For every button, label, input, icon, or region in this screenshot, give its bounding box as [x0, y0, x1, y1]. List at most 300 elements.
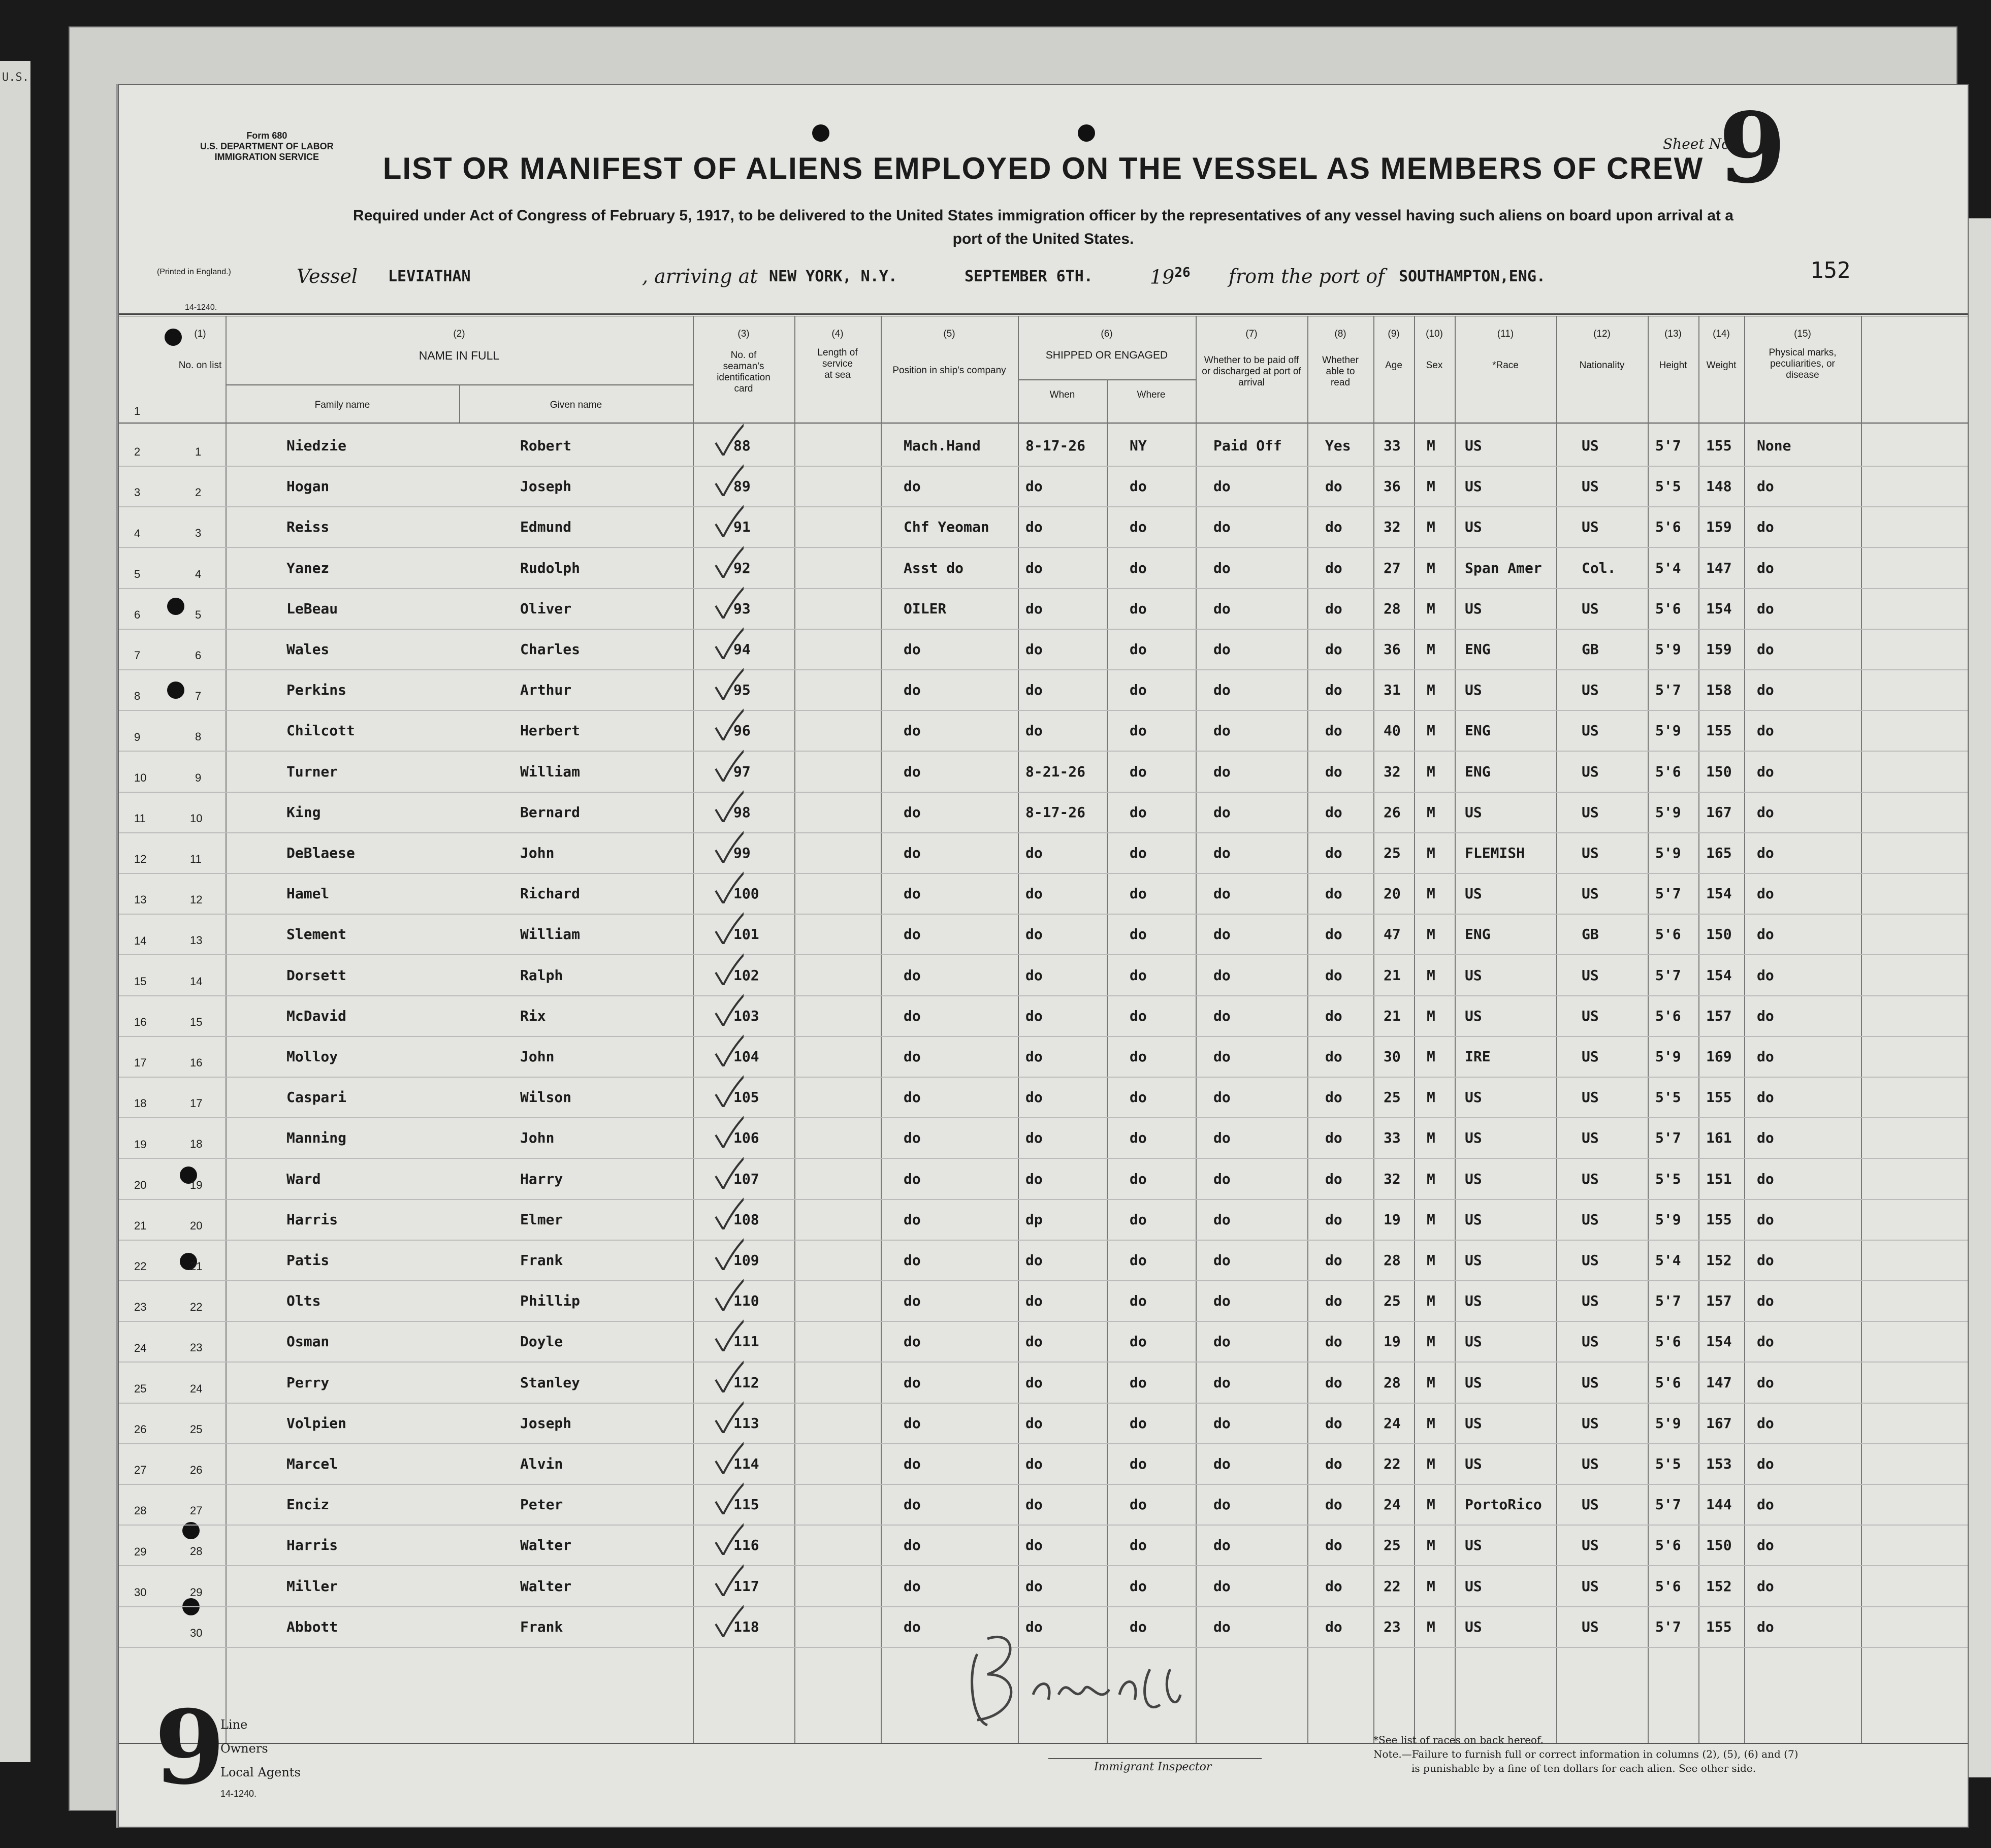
row-number: 20: [190, 1219, 203, 1232]
cell-position: do: [904, 722, 921, 739]
cell-given: William: [520, 763, 581, 780]
cell-given: Frank: [520, 1618, 563, 1635]
check-mark-icon: [713, 1194, 744, 1229]
cell-given: Charles: [520, 641, 581, 658]
cell-height: 5'6: [1655, 1578, 1681, 1595]
footer-form-code: 14-1240.: [220, 1789, 257, 1799]
cell-nat: US: [1582, 1455, 1599, 1472]
cell-paid: do: [1213, 641, 1231, 658]
row-rule: [119, 466, 1968, 467]
cell-family: Reiss: [286, 518, 330, 535]
line-number: 2: [134, 445, 141, 458]
cell-age: 25: [1384, 845, 1401, 861]
row-number: 23: [190, 1341, 203, 1354]
cell-sex: M: [1427, 1048, 1435, 1065]
cell-position: Chf Yeoman: [904, 518, 989, 535]
cell-sex: M: [1427, 1171, 1435, 1187]
cell-nat: US: [1582, 1496, 1599, 1513]
year-prefix: 19: [1150, 266, 1175, 288]
cell-card: 118: [733, 1618, 759, 1635]
cell-card: 113: [733, 1415, 759, 1432]
row-number: 28: [190, 1545, 203, 1558]
cell-height: 5'6: [1655, 518, 1681, 535]
cell-when: do: [1025, 1537, 1043, 1553]
cell-paid: do: [1213, 1211, 1231, 1228]
cell-weight: 147: [1706, 1374, 1732, 1391]
cell-race: US: [1465, 967, 1482, 984]
row-rule: [119, 1321, 1968, 1322]
cell-where: do: [1130, 804, 1147, 821]
cell-marks: do: [1757, 1048, 1774, 1065]
cell-sex: M: [1427, 722, 1435, 739]
cell-read: do: [1325, 478, 1342, 495]
cell-marks: do: [1757, 1252, 1774, 1269]
cell-given: Ralph: [520, 967, 563, 984]
cell-position: do: [904, 1252, 921, 1269]
cell-age: 19: [1384, 1333, 1401, 1350]
cell-age: 22: [1384, 1578, 1401, 1595]
cell-family: DeBlaese: [286, 845, 355, 861]
row-number: 2: [195, 486, 202, 499]
cell-paid: do: [1213, 478, 1231, 495]
cell-race: US: [1465, 804, 1482, 821]
cell-height: 5'6: [1655, 1374, 1681, 1391]
cell-weight: 155: [1706, 1089, 1732, 1106]
cell-nat: US: [1582, 1008, 1599, 1024]
col-divider: [1648, 316, 1649, 1743]
cell-card: 116: [733, 1537, 759, 1553]
cell-read: do: [1325, 763, 1342, 780]
row-number: 7: [195, 690, 202, 702]
cell-nat: US: [1582, 1374, 1599, 1391]
cell-card: 101: [733, 926, 759, 943]
cell-where: do: [1130, 1089, 1147, 1106]
col10-header: (10) Sex: [1426, 329, 1443, 371]
cell-card: 102: [733, 967, 759, 984]
check-mark-icon: [713, 827, 744, 863]
cell-sex: M: [1427, 518, 1435, 535]
cell-nat: GB: [1582, 641, 1599, 658]
row-rule: [119, 832, 1968, 833]
cell-height: 5'7: [1655, 1292, 1681, 1309]
cell-family: Molloy: [286, 1048, 338, 1065]
col-divider: [693, 316, 694, 1743]
cell-family: Dorsett: [286, 967, 347, 984]
cell-card: 103: [733, 1008, 759, 1024]
line-number: 16: [134, 1016, 147, 1028]
line-number: 18: [134, 1097, 147, 1110]
cell-position: do: [904, 885, 921, 902]
cell-card: 115: [733, 1496, 759, 1513]
col1-header: (1) No. on list: [178, 329, 222, 371]
cell-sex: M: [1427, 1008, 1435, 1024]
cell-age: 47: [1384, 926, 1401, 943]
cell-sex: M: [1427, 641, 1435, 658]
line-number: 3: [134, 486, 141, 499]
cell-position: do: [904, 1171, 921, 1187]
cell-nat: Col.: [1582, 560, 1616, 576]
from-label: from the port of: [1229, 265, 1385, 287]
cell-card: 106: [733, 1129, 759, 1146]
cell-given: Arthur: [520, 682, 572, 698]
printed-in: (Printed in England.): [157, 268, 231, 276]
cell-weight: 144: [1706, 1496, 1732, 1513]
check-mark-icon: [713, 990, 744, 1026]
col-divider: [1196, 316, 1197, 1743]
cell-marks: do: [1757, 1292, 1774, 1309]
cell-read: do: [1325, 1415, 1342, 1432]
cell-card: 89: [733, 478, 751, 495]
check-mark-icon: [713, 420, 744, 456]
race-note: *See list of races on back hereof.: [1373, 1734, 1544, 1746]
subtitle-line-1: Required under Act of Congress of February 5, 1917, to be delivered to the United States immigration officer by the representatives of any vessel having such aliens on board upon arrival at a: [353, 207, 1733, 224]
col2b-header: Given name: [550, 400, 602, 410]
sheet-label: Sheet No.: [1663, 136, 1735, 152]
cell-read: do: [1325, 722, 1342, 739]
cell-family: Yanez: [286, 560, 330, 576]
punch-hole: [812, 124, 829, 142]
cell-read: do: [1325, 804, 1342, 821]
cell-read: do: [1325, 1292, 1342, 1309]
cell-nat: US: [1582, 1537, 1599, 1553]
cell-weight: 154: [1706, 600, 1732, 617]
cell-read: do: [1325, 641, 1342, 658]
cell-paid: do: [1213, 804, 1231, 821]
header-bottom-rule: [119, 423, 1968, 424]
row-rule: [119, 954, 1968, 955]
row-number: 19: [190, 1179, 203, 1191]
cell-when: do: [1025, 600, 1043, 617]
cell-family: Perkins: [286, 682, 347, 698]
cell-paid: do: [1213, 1415, 1231, 1432]
row-number: 25: [190, 1423, 203, 1436]
cell-paid: do: [1213, 1171, 1231, 1187]
cell-paid: do: [1213, 926, 1231, 943]
cell-given: Walter: [520, 1537, 572, 1553]
cell-given: John: [520, 1048, 555, 1065]
cell-paid: Paid Off: [1213, 437, 1282, 454]
cell-nat: US: [1582, 1252, 1599, 1269]
cell-age: 26: [1384, 804, 1401, 821]
cell-age: 20: [1384, 885, 1401, 902]
col6a-header: When: [1049, 390, 1075, 400]
cell-height: 5'5: [1655, 478, 1681, 495]
cell-where: do: [1130, 1252, 1147, 1269]
cell-card: 109: [733, 1252, 759, 1269]
cell-race: US: [1465, 885, 1482, 902]
cell-when: do: [1025, 1292, 1043, 1309]
row-rule: [119, 1117, 1968, 1118]
cell-height: 5'6: [1655, 926, 1681, 943]
cell-height: 5'9: [1655, 722, 1681, 739]
cell-sex: M: [1427, 926, 1435, 943]
line-number: 11: [134, 812, 146, 825]
cell-weight: 147: [1706, 560, 1732, 576]
cell-height: 5'7: [1655, 885, 1681, 902]
punch-hole: [167, 682, 184, 699]
col12-header: (12) Nationality: [1579, 329, 1625, 371]
cell-race: US: [1465, 1129, 1482, 1146]
cell-race: US: [1465, 437, 1482, 454]
check-mark-icon: [713, 1072, 744, 1107]
cell-when: do: [1025, 560, 1043, 576]
cell-given: Elmer: [520, 1211, 563, 1228]
cell-height: 5'5: [1655, 1089, 1681, 1106]
cell-family: Hogan: [286, 478, 330, 495]
cell-nat: US: [1582, 518, 1599, 535]
cell-given: Oliver: [520, 600, 572, 617]
cell-card: 117: [733, 1578, 759, 1595]
line-number: 27: [134, 1464, 147, 1476]
cell-sex: M: [1427, 1089, 1435, 1106]
cell-given: Phillip: [520, 1292, 581, 1309]
cell-card: 93: [733, 600, 751, 617]
cell-family: Caspari: [286, 1089, 347, 1106]
cell-weight: 155: [1706, 437, 1732, 454]
cell-age: 32: [1384, 518, 1401, 535]
check-mark-icon: [713, 461, 744, 496]
cell-marks: do: [1757, 560, 1774, 576]
cell-position: do: [904, 1333, 921, 1350]
line-number: 15: [134, 975, 147, 988]
row-number: 11: [190, 853, 202, 865]
adjacent-page-left: [0, 61, 30, 1762]
cell-family: Hamel: [286, 885, 330, 902]
cell-when: 8-17-26: [1025, 804, 1086, 821]
cell-read: do: [1325, 967, 1342, 984]
row-number: 6: [195, 649, 202, 662]
line-number: 17: [134, 1056, 147, 1069]
cell-height: 5'7: [1655, 1496, 1681, 1513]
row-rule: [119, 1199, 1968, 1200]
cell-position: do: [904, 1537, 921, 1553]
row-rule: [119, 629, 1968, 630]
cell-weight: 152: [1706, 1578, 1732, 1595]
cell-when: 8-21-26: [1025, 763, 1086, 780]
cell-given: Harry: [520, 1171, 563, 1187]
row-number: 8: [195, 730, 202, 743]
cell-card: 91: [733, 518, 751, 535]
line-number: 23: [134, 1301, 147, 1313]
cell-position: do: [904, 682, 921, 698]
cell-given: Walter: [520, 1578, 572, 1595]
cell-when: do: [1025, 845, 1043, 861]
cell-nat: US: [1582, 1171, 1599, 1187]
cell-where: do: [1130, 763, 1147, 780]
cell-when: do: [1025, 926, 1043, 943]
cell-weight: 155: [1706, 1618, 1732, 1635]
cell-position: do: [904, 845, 921, 861]
cell-position: do: [904, 1292, 921, 1309]
cell-where: do: [1130, 1496, 1147, 1513]
cell-sex: M: [1427, 1578, 1435, 1595]
cell-marks: do: [1757, 1537, 1774, 1553]
cell-sex: M: [1427, 1537, 1435, 1553]
cell-where: do: [1130, 560, 1147, 576]
cell-age: 19: [1384, 1211, 1401, 1228]
row-number: 22: [190, 1301, 203, 1313]
cell-marks: None: [1757, 437, 1791, 454]
line-number: 19: [134, 1138, 147, 1151]
cell-weight: 159: [1706, 641, 1732, 658]
row-rule: [119, 1280, 1968, 1281]
cell-nat: US: [1582, 682, 1599, 698]
cell-marks: do: [1757, 1171, 1774, 1187]
cell-position: do: [904, 1211, 921, 1228]
cell-age: 28: [1384, 1252, 1401, 1269]
cell-marks: do: [1757, 1496, 1774, 1513]
col6b-header: Where: [1137, 390, 1166, 400]
cell-card: 96: [733, 722, 751, 739]
cell-age: 27: [1384, 560, 1401, 576]
row-number: 29: [190, 1586, 203, 1599]
col-divider: [1414, 316, 1415, 1743]
cell-race: US: [1465, 1455, 1482, 1472]
cell-position: do: [904, 967, 921, 984]
cell-nat: US: [1582, 763, 1599, 780]
line-number: 20: [134, 1179, 147, 1191]
row-rule: [119, 669, 1968, 670]
row-rule: [119, 1036, 1968, 1037]
cell-nat: US: [1582, 1578, 1599, 1595]
cell-nat: US: [1582, 1292, 1599, 1309]
row-number: 26: [190, 1464, 203, 1476]
line-number: 7: [134, 649, 141, 662]
cell-paid: do: [1213, 1048, 1231, 1065]
cell-where: do: [1130, 478, 1147, 495]
cell-paid: do: [1213, 1496, 1231, 1513]
cell-family: Manning: [286, 1129, 347, 1146]
cell-position: do: [904, 1496, 921, 1513]
row-number: 24: [190, 1382, 203, 1395]
row-rule: [119, 995, 1968, 996]
cell-age: 23: [1384, 1618, 1401, 1635]
cell-position: do: [904, 1618, 921, 1635]
cell-marks: do: [1757, 967, 1774, 984]
cell-card: 88: [733, 437, 751, 454]
footer-big-number: 9: [154, 1688, 226, 1807]
cell-weight: 155: [1706, 1211, 1732, 1228]
cell-sex: M: [1427, 1211, 1435, 1228]
cell-read: do: [1325, 560, 1342, 576]
cell-family: Perry: [286, 1374, 330, 1391]
cell-when: do: [1025, 722, 1043, 739]
cell-when: 8-17-26: [1025, 437, 1086, 454]
cell-weight: 158: [1706, 682, 1732, 698]
check-mark-icon: [713, 1235, 744, 1270]
row-number: 17: [190, 1097, 203, 1110]
note-line-2: is punishable by a fine of ten dollars for each alien. See other side.: [1411, 1762, 1756, 1774]
check-mark-icon: [713, 909, 744, 944]
arriving-label: , arriving at: [642, 265, 758, 287]
cell-when: do: [1025, 1008, 1043, 1024]
cell-where: do: [1130, 1008, 1147, 1024]
cell-age: 40: [1384, 722, 1401, 739]
cell-where: do: [1130, 1292, 1147, 1309]
cell-position: Asst do: [904, 560, 964, 576]
cell-race: ENG: [1465, 722, 1491, 739]
cell-height: 5'7: [1655, 967, 1681, 984]
cell-sex: M: [1427, 845, 1435, 861]
cell-weight: 157: [1706, 1008, 1732, 1024]
cell-age: 25: [1384, 1537, 1401, 1553]
cell-weight: 148: [1706, 478, 1732, 495]
cell-race: US: [1465, 478, 1482, 495]
cell-where: do: [1130, 1129, 1147, 1146]
cell-race: US: [1465, 518, 1482, 535]
cell-marks: do: [1757, 518, 1774, 535]
check-mark-icon: [713, 501, 744, 537]
cell-height: 5'6: [1655, 1537, 1681, 1553]
cell-given: Rix: [520, 1008, 546, 1024]
cell-paid: do: [1213, 1618, 1231, 1635]
col-divider: [1861, 316, 1862, 1743]
check-mark-icon: [713, 950, 744, 985]
cell-marks: do: [1757, 1374, 1774, 1391]
cell-marks: do: [1757, 600, 1774, 617]
cell-read: do: [1325, 1252, 1342, 1269]
cell-where: do: [1130, 967, 1147, 984]
cell-weight: 154: [1706, 967, 1732, 984]
cell-read: do: [1325, 1333, 1342, 1350]
cell-family: Abbott: [286, 1618, 338, 1635]
row-number: 3: [195, 527, 202, 539]
cell-sex: M: [1427, 1415, 1435, 1432]
col-divider: [226, 316, 227, 1743]
cell-when: do: [1025, 1048, 1043, 1065]
cell-position: do: [904, 1048, 921, 1065]
cell-paid: do: [1213, 967, 1231, 984]
cell-read: Yes: [1325, 437, 1351, 454]
cell-family: Volpien: [286, 1415, 347, 1432]
row-number: 9: [195, 771, 202, 784]
line-number: 30: [134, 1586, 147, 1599]
cell-height: 5'4: [1655, 1252, 1681, 1269]
col-divider: [881, 316, 882, 1743]
cell-read: do: [1325, 845, 1342, 861]
cell-where: do: [1130, 722, 1147, 739]
cell-where: do: [1130, 1048, 1147, 1065]
line-number: 22: [134, 1260, 147, 1273]
col-divider: [1698, 316, 1699, 1743]
cell-paid: do: [1213, 1129, 1231, 1146]
cell-where: do: [1130, 845, 1147, 861]
col5-header: (5) Position in ship's company: [892, 329, 1006, 376]
cell-given: Herbert: [520, 722, 581, 739]
cell-paid: do: [1213, 1455, 1231, 1472]
cell-where: do: [1130, 1211, 1147, 1228]
row-rule: [119, 1158, 1968, 1159]
inspector-signature: [957, 1618, 1201, 1740]
cell-given: William: [520, 926, 581, 943]
cell-weight: 167: [1706, 1415, 1732, 1432]
col-divider: [1307, 316, 1308, 1743]
cell-read: do: [1325, 1211, 1342, 1228]
col3-header: (3) No. of seaman's identification card: [717, 329, 770, 394]
row-rule: [119, 588, 1968, 589]
col11-header: (11) *Race: [1492, 329, 1519, 371]
row-number: 5: [195, 608, 202, 621]
cell-card: 104: [733, 1048, 759, 1065]
cell-age: 32: [1384, 1171, 1401, 1187]
cell-weight: 155: [1706, 722, 1732, 739]
cell-given: Joseph: [520, 1415, 572, 1432]
check-mark-icon: [713, 1031, 744, 1066]
col-divider: [1455, 316, 1456, 1743]
cell-when: do: [1025, 1578, 1043, 1595]
cell-age: 33: [1384, 437, 1401, 454]
cell-nat: US: [1582, 804, 1599, 821]
